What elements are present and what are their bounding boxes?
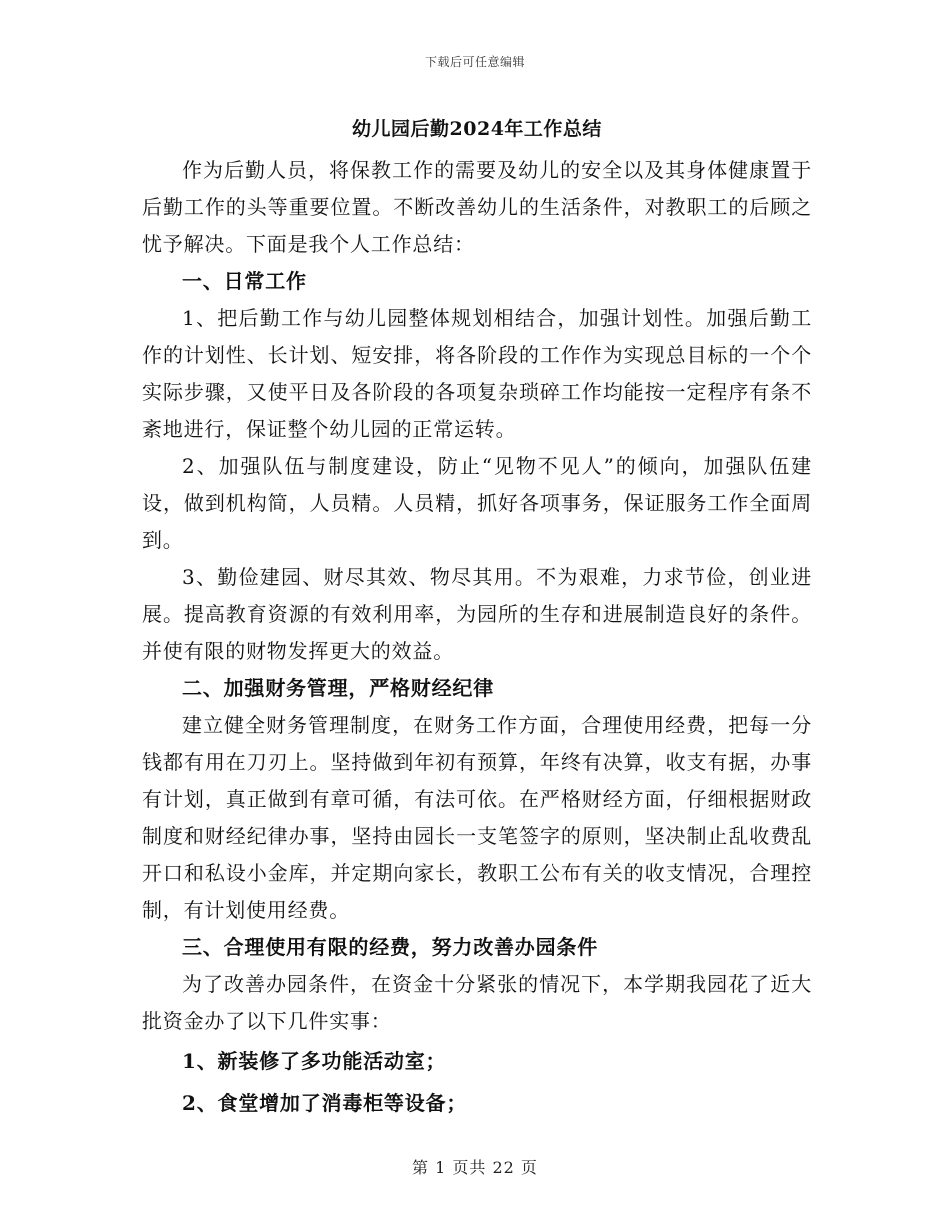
section1-item-2: 2、加强队伍与制度建设，防止“见物不见人”的倾向，加强队伍建设，做到机构简，人员精。人员精，抓好各项事务，保证服务工作全面周到。 (142, 454, 812, 552)
section3-paragraph: 为了改善办园条件，在资金十分紧张的情况下，本学期我园花了近大批资金办了以下几件实事： (142, 972, 812, 1033)
section3-item-2: 2、食堂增加了消毒柜等设备； (182, 1091, 468, 1115)
page-footer: 第 1 页共 22 页 (412, 1158, 538, 1177)
section-heading-3: 三、合理使用有限的经费，努力改善办园条件 (182, 935, 598, 959)
section-heading-2: 二、加强财务管理，严格财经纪律 (182, 676, 494, 700)
section3-item-1: 1、新装修了多功能活动室； (182, 1049, 447, 1073)
document-title: 幼儿园后勤2024年工作总结 (352, 118, 602, 140)
section1-item-1: 1、把后勤工作与幼儿园整体规划相结合，加强计划性。加强后勤工作的计划性、长计划、短安排，将各阶段的工作作为实现总目标的一个个实际步骤，又使平日及各阶段的各项复杂琐碎工作均能按一定程序有条不紊地进行，保证整个幼儿园的正常运转。 (142, 306, 812, 441)
section-heading-1: 一、日常工作 (182, 269, 307, 293)
document-body (142, 116, 812, 1124)
intro-paragraph: 作为后勤人员，将保教工作的需要及幼儿的安全以及其身体健康置于后勤工作的头等重要位置。不断改善幼儿的生活条件，对教职工的后顾之忧予解决。下面是我个人工作总结： (142, 158, 812, 256)
section1-item-3: 3、勤俭建园、财尽其效、物尽其用。不为艰难，力求节俭，创业进展。提高教育资源的有效利用率，为园所的生存和进展制造良好的条件。并使有限的财物发挥更大的效益。 (142, 565, 812, 663)
section2-paragraph: 建立健全财务管理制度，在财务工作方面，合理使用经费，把每一分钱都有用在刀刃上。坚持做到年初有预算，年终有决算，收支有据，办事有计划，真正做到有章可循，有法可依。在严格财经方面，仔细根据财政制度和财经纪律办事，坚持由园长一支笔签字的原则，坚决制止乱收费乱开口和私设小金库，并定期向家长，教职工公布有关的收支情况，合理控制，有计划使用经费。 (142, 713, 812, 922)
header-note: 下载后可任意编辑 (424, 55, 525, 69)
